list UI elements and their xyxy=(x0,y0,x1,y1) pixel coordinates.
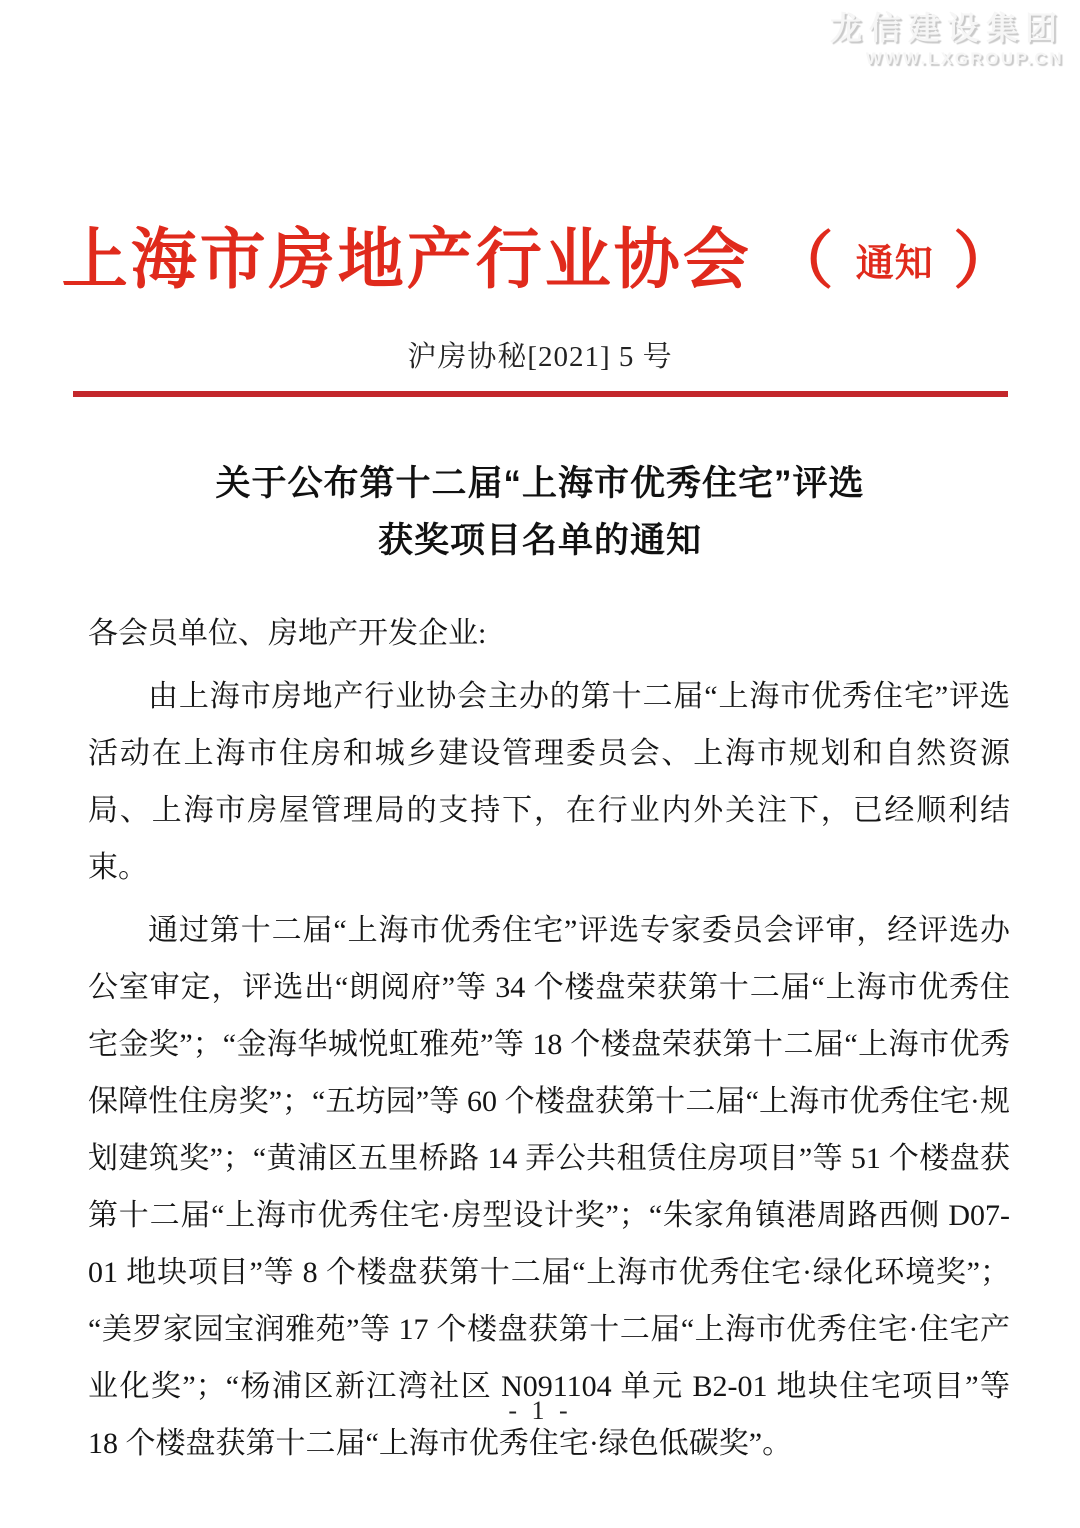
page-number: - 1 - xyxy=(508,1396,572,1425)
notice-body xyxy=(88,605,1010,1472)
masthead-paren-close: ） xyxy=(953,228,1019,296)
document-number: 沪房协秘[2021] 5 号 xyxy=(407,341,673,373)
notice-title-line2: 获奖项目名单的通知 xyxy=(377,521,702,560)
notice-title xyxy=(0,455,1080,569)
red-divider-rule xyxy=(73,391,1008,397)
body-paragraph: 由上海市房地产行业协会主办的第十二届“上海市优秀住宅”评选活动在上海市住房和城乡建设管理委员会、上海市规划和自然资源局、上海市房屋管理局的支持下，在行业内外关注下，已经顺利结束。 xyxy=(88,680,1010,884)
masthead-paren-open: （ xyxy=(771,228,837,296)
watermark-company: 龙信建设集团 xyxy=(829,10,1064,46)
masthead-org-name: 上海市房地产行业协会 xyxy=(61,224,752,297)
watermark xyxy=(830,8,1064,69)
masthead-paren-label: 通知 xyxy=(855,243,934,285)
body-paragraph: 通过第十二届“上海市优秀住宅”评选专家委员会评审，经评选办公室审定，评选出“朗阅府”等 34 个楼盘荣获第十二届“上海市优秀住宅金奖”；“金海华城悦虹雅苑”等 18 个楼盘荣获第十二届“上海市优秀保障性住房奖”；“五坊园”等 60 个楼盘获第十二届“上海市优秀住宅·规划建筑奖”；“黄浦区五里桥路 14 弄公共租赁住房项目”等 51 个楼盘获第十二届“上海市优秀住宅·房型设计奖”；“朱家角镇港周路西侧 D07-01 地块项目”等 8 个楼盘获第十二届“上海市优秀住宅·绿化环境奖”；“美罗家园宝润雅苑”等 17 个楼盘获第十二届“上海市优秀住宅·住宅产业化奖”；“杨浦区新江湾社区 N091104 单元 B2-01 地块住宅项目”等 18 个楼盘获第十二届“上海市优秀住宅·绿色低碳奖”。 xyxy=(88,914,1010,1460)
salutation: 各会员单位、房地产开发企业: xyxy=(88,617,487,650)
notice-title-line1: 关于公布第十二届“上海市优秀住宅”评选 xyxy=(215,464,865,503)
watermark-url: WWW.LXGROUP.CN xyxy=(865,49,1064,68)
